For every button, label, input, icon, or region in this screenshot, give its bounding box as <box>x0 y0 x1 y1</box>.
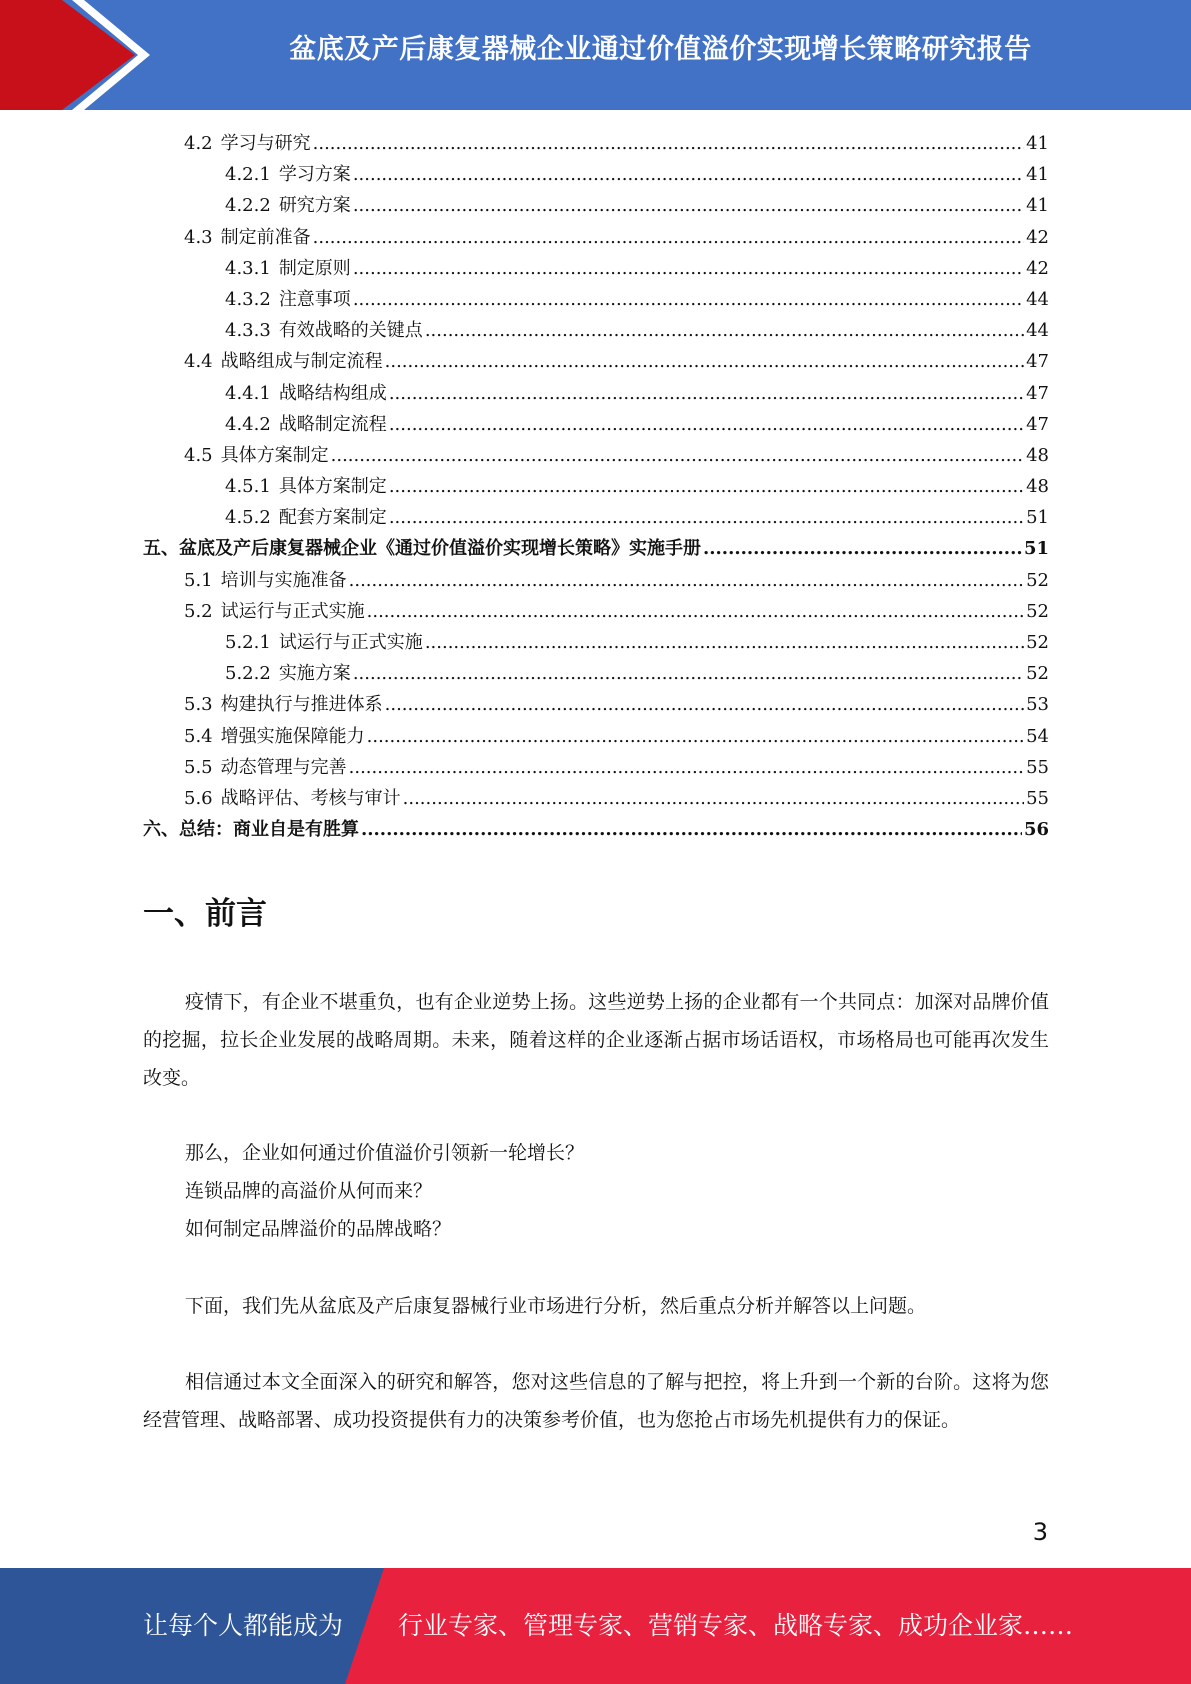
toc-entry[interactable] <box>143 597 1049 628</box>
toc-dot-leader <box>353 289 1024 310</box>
toc-entry-title: 制定原则 <box>278 257 351 279</box>
toc-entry[interactable] <box>143 379 1049 410</box>
toc-entry-page: 52 <box>1026 600 1049 622</box>
toc-entry-title: 总结：商业自是有胜算 <box>179 819 359 841</box>
toc-entry-title: 战略组成与制定流程 <box>220 351 383 373</box>
toc-dot-leader <box>389 507 1024 528</box>
toc-entry-title: 战略结构组成 <box>278 382 387 404</box>
toc-entry-page: 47 <box>1026 382 1049 404</box>
toc-entry-number: 4.5.2 <box>225 507 271 529</box>
toc-entry-title: 试运行与正式实施 <box>220 600 365 622</box>
toc-entry[interactable] <box>143 285 1049 316</box>
toc-dot-leader <box>353 164 1024 185</box>
toc-dot-leader <box>349 570 1024 591</box>
question-1: 那么，企业如何通过价值溢价引领新一轮增长？ <box>185 1142 585 1164</box>
toc-dot-leader <box>313 227 1024 248</box>
toc-entry-title: 有效战略的关键点 <box>278 320 423 342</box>
toc-entry[interactable] <box>143 254 1049 285</box>
toc-entry-number: 4.5.1 <box>225 476 271 498</box>
toc-entry[interactable] <box>143 534 1049 565</box>
section-heading: 一、前言 <box>143 896 267 932</box>
toc-dot-leader <box>349 757 1024 778</box>
toc-entry-page: 51 <box>1023 538 1049 560</box>
toc-entry-title: 战略制定流程 <box>278 413 387 435</box>
toc-entry-title: 研究方案 <box>278 195 351 217</box>
page-header <box>0 0 1191 110</box>
toc-entry-page: 52 <box>1026 632 1049 653</box>
footer-slogan-right: 行业专家、管理专家、营销专家、战略专家、成功企业家…… <box>398 1611 1074 1640</box>
toc-entry-number: 4.3.2 <box>225 288 271 310</box>
toc-entry-title: 具体方案制定 <box>220 444 329 466</box>
toc-entry-page: 44 <box>1026 288 1049 310</box>
toc-entry-number: 4.2 <box>184 133 213 154</box>
toc-entry-title: 具体方案制定 <box>278 476 387 498</box>
question-3: 如何制定品牌溢价的品牌战略？ <box>185 1218 452 1240</box>
toc-entry-title: 注意事项 <box>278 288 351 310</box>
toc-entry[interactable] <box>143 129 1049 160</box>
toc-dot-leader <box>313 133 1024 154</box>
toc-entry-number: 5.5 <box>184 756 213 778</box>
toc-entry[interactable] <box>143 472 1049 503</box>
toc-entry-number: 4.4 <box>184 351 213 373</box>
toc-dot-leader <box>353 195 1024 216</box>
toc-entry-title: 试运行与正式实施 <box>278 632 423 653</box>
toc-entry-number: 4.5 <box>184 444 213 466</box>
toc-entry[interactable] <box>143 815 1049 846</box>
toc-entry-title: 增强实施保障能力 <box>220 725 365 747</box>
table-of-contents <box>143 129 1049 846</box>
toc-entry-page: 48 <box>1026 444 1049 466</box>
toc-entry-page: 52 <box>1026 663 1049 685</box>
toc-entry[interactable] <box>143 316 1049 347</box>
toc-entry-title: 动态管理与完善 <box>220 756 347 778</box>
toc-entry[interactable] <box>143 441 1049 472</box>
toc-dot-leader <box>353 258 1024 279</box>
toc-entry[interactable] <box>143 410 1049 441</box>
toc-dot-leader <box>389 414 1024 435</box>
toc-entry-page: 41 <box>1026 133 1049 154</box>
intro-paragraph-1: 疫情下，有企业不堪重负，也有企业逆势上扬。这些逆势上扬的企业都有一个共同点：加深对品牌价值的挖掘，拉长企业发展的战略周期。未来，随着这样的企业逐渐占据市场话语权，市场格局也可能再次发生改变。 <box>143 991 1049 1089</box>
toc-dot-leader <box>403 788 1024 809</box>
page-footer <box>0 1568 1191 1684</box>
toc-dot-leader <box>331 445 1024 466</box>
toc-entry-page: 56 <box>1023 819 1049 841</box>
toc-dot-leader <box>361 819 1022 840</box>
toc-entry-title: 盆底及产后康复器械企业《通过价值溢价实现增长策略》实施手册 <box>179 538 701 560</box>
toc-entry[interactable] <box>143 566 1049 597</box>
toc-entry-number: 5.3 <box>184 694 213 716</box>
toc-entry-number: 5.6 <box>184 787 213 809</box>
toc-entry-title: 配套方案制定 <box>278 507 387 529</box>
toc-entry-number: 4.2.1 <box>225 164 271 186</box>
toc-dot-leader <box>385 694 1024 715</box>
toc-entry[interactable] <box>143 690 1049 721</box>
toc-dot-leader <box>389 476 1024 497</box>
toc-entry[interactable] <box>143 503 1049 534</box>
intro-paragraph-3: 相信通过本文全面深入的研究和解答，您对这些信息的了解与把控，将上升到一个新的台阶。这将为您经营管理、战略部署、成功投资提供有力的决策参考价值，也为您抢占市场先机提供有力的保证。 <box>143 1371 1049 1431</box>
toc-entry-title: 制定前准备 <box>220 226 311 248</box>
intro-paragraph-2: 下面，我们先从盆底及产后康复器械行业市场进行分析，然后重点分析并解答以上问题。 <box>185 1295 927 1317</box>
header-arrow-decoration <box>0 0 160 110</box>
toc-entry-page: 53 <box>1026 694 1049 716</box>
toc-entry[interactable] <box>143 659 1049 690</box>
toc-entry[interactable] <box>143 628 1049 659</box>
toc-entry-number: 五、 <box>143 538 179 560</box>
toc-entry-page: 52 <box>1026 569 1049 591</box>
toc-entry-number: 六、 <box>143 819 179 841</box>
toc-dot-leader <box>353 663 1024 684</box>
toc-entry-number: 4.3.3 <box>225 320 271 342</box>
toc-entry-number: 4.4.1 <box>225 382 271 404</box>
toc-dot-leader <box>425 632 1024 653</box>
toc-entry-page: 51 <box>1026 507 1049 529</box>
toc-entry-number: 5.2.2 <box>225 663 271 685</box>
footer-slogan-left: 让每个人都能成为 <box>143 1611 344 1640</box>
toc-dot-leader <box>425 320 1024 341</box>
toc-entry-page: 41 <box>1026 164 1049 186</box>
toc-entry-title: 战略评估、考核与审计 <box>220 787 401 809</box>
toc-dot-leader <box>703 538 1022 559</box>
report-title: 盆底及产后康复器械企业通过价值溢价实现增长策略研究报告 <box>289 34 1032 65</box>
toc-entry-title: 学习与研究 <box>220 133 311 154</box>
toc-entry-title: 构建执行与推进体系 <box>220 694 383 716</box>
toc-entry-number: 4.4.2 <box>225 413 271 435</box>
toc-entry-number: 5.2.1 <box>225 632 271 653</box>
toc-entry[interactable] <box>143 784 1049 815</box>
toc-entry[interactable] <box>143 722 1049 753</box>
toc-entry-number: 5.1 <box>184 569 213 591</box>
toc-entry-page: 47 <box>1026 413 1049 435</box>
toc-dot-leader <box>389 383 1024 404</box>
toc-entry-title: 学习方案 <box>278 164 351 186</box>
toc-entry-title: 实施方案 <box>278 663 351 685</box>
toc-entry-title: 培训与实施准备 <box>220 569 347 591</box>
toc-entry[interactable] <box>143 753 1049 784</box>
toc-entry-number: 4.3.1 <box>225 257 271 279</box>
toc-entry-page: 42 <box>1026 226 1049 248</box>
toc-dot-leader <box>367 601 1024 622</box>
toc-entry-number: 5.2 <box>184 600 213 622</box>
toc-entry[interactable] <box>143 191 1049 222</box>
toc-entry[interactable] <box>143 347 1049 378</box>
toc-entry-page: 47 <box>1026 351 1049 373</box>
toc-entry-page: 42 <box>1026 257 1049 279</box>
toc-entry-number: 4.3 <box>184 226 213 248</box>
toc-entry-number: 4.2.2 <box>225 195 271 217</box>
toc-entry-page: 55 <box>1026 787 1049 809</box>
toc-entry-page: 55 <box>1026 756 1049 778</box>
toc-entry[interactable] <box>143 160 1049 191</box>
toc-dot-leader <box>385 351 1024 372</box>
toc-dot-leader <box>367 726 1024 747</box>
toc-entry[interactable] <box>143 223 1049 254</box>
toc-entry-number: 5.4 <box>184 725 213 747</box>
toc-entry-page: 48 <box>1026 476 1049 498</box>
toc-entry-page: 41 <box>1026 195 1049 217</box>
page-number: 3 <box>1032 1518 1048 1546</box>
toc-entry-page: 44 <box>1026 320 1049 342</box>
question-2: 连锁品牌的高溢价从何而来？ <box>185 1180 433 1202</box>
toc-entry-page: 54 <box>1026 725 1049 747</box>
